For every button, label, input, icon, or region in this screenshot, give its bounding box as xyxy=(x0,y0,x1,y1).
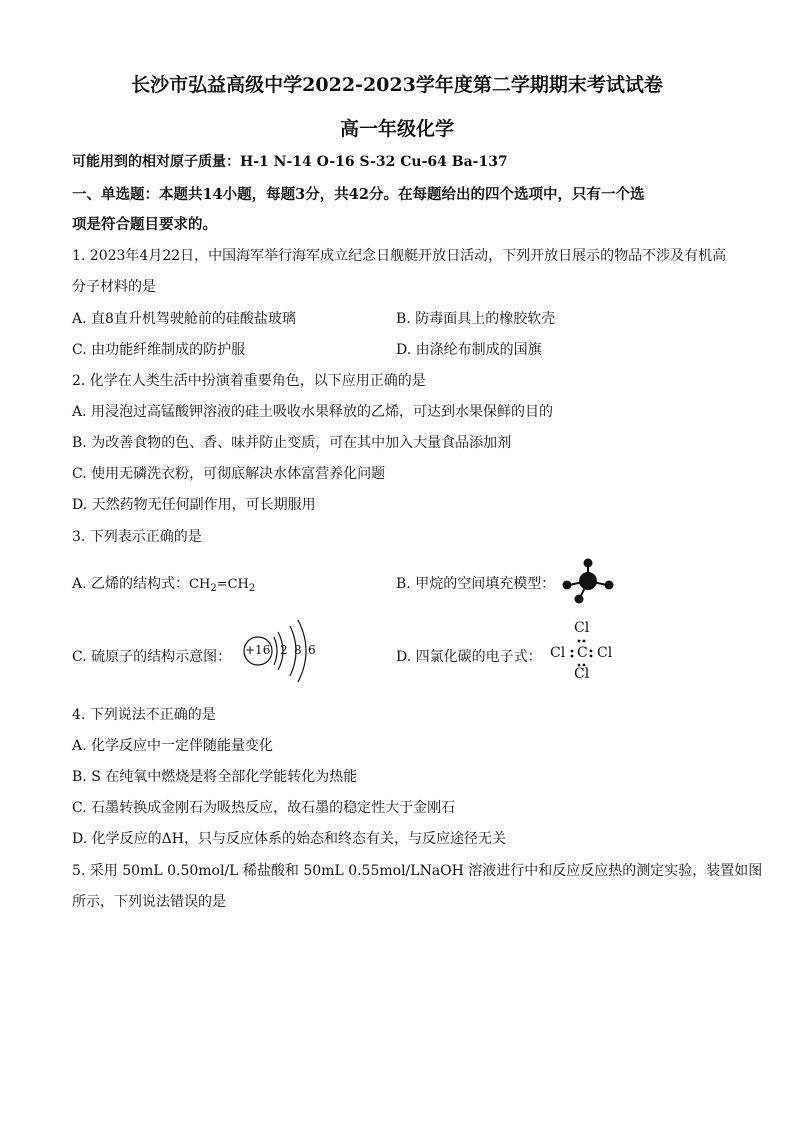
atomic-masses: 可能用到的相对原子质量：H-1 N-14 O-16 S-32 Cu-64 Ba-137 xyxy=(72,154,508,170)
section-heading-line2: 项是符合题目要求的。 xyxy=(72,216,217,233)
q5-stem-line2: 所示，下列说法错误的是 xyxy=(72,894,226,910)
q3-option-b: B. 甲烷的空间填充模型： xyxy=(396,576,556,592)
ethylene-formula: $CH_2=CH_2$ xyxy=(189,577,256,594)
q2-stem: 2. 化学在人类生活中扮演着重要角色，以下应用正确的是 xyxy=(72,373,426,389)
q1-option-b: B. 防毒面具上的橡胶软壳 xyxy=(396,311,556,327)
q2-option-b: B. 为改善食物的色、香、味并防止变质，可在其中加入大量食品添加剂 xyxy=(72,435,512,451)
q4-stem: 4. 下列说法不正确的是 xyxy=(72,707,216,723)
q4-option-c: C. 石墨转换成金刚石为吸热反应，故石墨的稳定性大于金刚石 xyxy=(72,800,456,816)
q1-stem-line2: 分子材料的是 xyxy=(72,279,156,295)
carbon-center: C xyxy=(577,645,588,661)
q5-stem-line1: 5. 采用 50mL 0.50mol/L 稀盐酸和 50mL 0.55mol/LNaOH 溶液进行中和反应反应热的测定实验，装置如图 xyxy=(72,863,763,879)
q3-option-c: C. 硫原子的结构示意图： xyxy=(72,649,232,665)
exam-subtitle: 高一年级化学 xyxy=(339,118,454,140)
sulfur-atom-diagram xyxy=(238,616,328,690)
section-heading-line1: 一、单选题：本题共14小题，每题3分，共42分。在每题给出的四个选项中，只有一个选 xyxy=(72,186,645,203)
shell-3-electrons: 6 xyxy=(308,643,316,657)
q4-option-a: A. 化学反应中一定伴随能量变化 xyxy=(72,738,274,754)
q3-option-a xyxy=(72,573,255,594)
q2-option-c: C. 使用无磷洗衣粉，可彻底解决水体富营养化问题 xyxy=(72,466,386,482)
methane-space-filling-model-icon xyxy=(556,558,616,604)
q1-option-d: D. 由涤纶布制成的国旗 xyxy=(396,342,542,358)
q1-option-c: C. 由功能纤维制成的防护服 xyxy=(72,342,246,358)
q2-option-d: D. 天然药物无任何副作用，可长期服用 xyxy=(72,497,316,513)
shell-1-electrons: 2 xyxy=(280,643,288,657)
q3-option-a-label: A. 乙烯的结构式： xyxy=(72,576,190,592)
shell-2-electrons: 8 xyxy=(294,643,302,657)
cl-right: Cl xyxy=(597,645,613,661)
cl-left: Cl xyxy=(550,645,566,661)
nucleus-charge: +16 xyxy=(245,643,271,657)
q1-option-a: A. 直8直升机驾驶舱前的硅酸盐玻璃 xyxy=(72,311,296,327)
q4-option-d: D. 化学反应的ΔH，只与反应体系的始态和终态有关，与反应途径无关 xyxy=(72,831,506,847)
exam-title: 长沙市弘益高级中学2022-2023学年度第二学期期末考试试卷 xyxy=(131,74,663,96)
ccl4-electron-formula xyxy=(550,620,620,682)
q1-stem-line1: 1. 2023年4月22日，中国海军举行海军成立纪念日舰艇开放日活动，下列开放日展示的物品不涉及有机高 xyxy=(72,248,727,264)
q2-option-a: A. 用浸泡过高锰酸钾溶液的硅土吸收水果释放的乙烯，可达到水果保鲜的目的 xyxy=(72,404,554,420)
cl-bottom: Cl xyxy=(574,666,590,682)
cl-top: Cl xyxy=(574,620,590,636)
q4-option-b: B. S 在纯氧中燃烧是将全部化学能转化为热能 xyxy=(72,769,358,785)
q3-option-d: D. 四氯化碳的电子式： xyxy=(396,649,542,665)
shared-electron-dots-icon xyxy=(550,620,620,682)
q3-stem: 3. 下列表示正确的是 xyxy=(72,529,202,545)
